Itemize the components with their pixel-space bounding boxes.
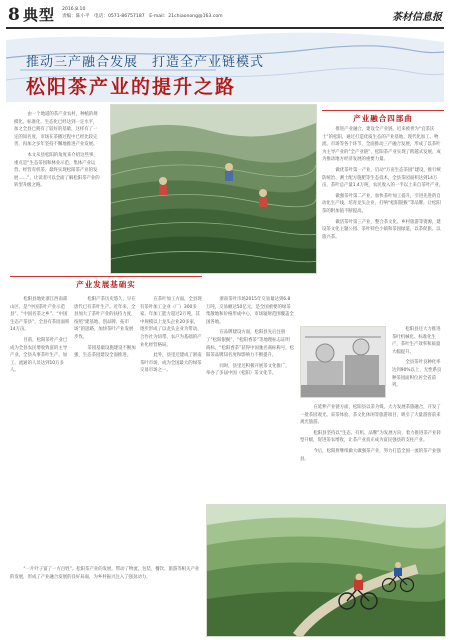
base-paragraph: 目前，松阳茶叶产业已成为全县农民增收致富的主导产业，全县从事茶叶生产、加工、流通的人员达到10万多人。 [10, 337, 68, 374]
base-paragraph: 在延伸产业链方面，松阳县以茶为媒，大力发展茶旅融合，开发了一批茶园观光、采茶体验、茶文化休闲等旅游项目，吸引了大量游客前来观光旅游。 [300, 405, 441, 426]
editor-line: 责编：陈小平 电话：0571-86757187 E-mail：21chiaonong@163.com [62, 13, 223, 19]
beside-photo-paragraph: 松阳县还大力推进茶叶机械化、标准化生产，茶叶生产效率和质量大幅提升。 [392, 327, 441, 355]
base-column-4 [206, 296, 294, 381]
tea-garden-illustration [111, 105, 316, 273]
base-column-3 [140, 296, 202, 378]
base-paragraph: 在品牌建设方面，松阳县先后注册了“松阳银猴”、“松阳香茶”等地理标志证明商标，“松阳香茶”获得中国驰名商标称号，松阳茶品牌知名度和影响力不断提升。 [206, 330, 294, 359]
beside-photo-paragraph: 全县茶叶良种化率达到90%以上，无性系良种茶园面积位居全省前列。 [392, 360, 442, 389]
cycling-tea-garden-photo [206, 504, 446, 637]
right-paragraph: 做强茶叶第二产业，加快茶叶加工提升，引进先进的自动化生产线，培育龙头企业，打响“松阳银猴”等品牌，让松阳茶的附加值不断提高。 [322, 193, 441, 214]
base-paragraph: 在茶叶加工方面，全县现有茶叶加工企业（厂）300多家，年加工能力超过2万吨，其中规模以上龙头企业20多家，逐步形成了以龙头企业为带动、合作社为纽带、农户为基础的产业化经营格局。 [140, 297, 202, 348]
section-header-right-label: 产业融合四部曲 [353, 114, 413, 123]
section-header-base [10, 276, 202, 289]
lead-paragraphs [14, 111, 101, 193]
base-paragraph: 此外，县里还建成了浙南茶叶市场，成为全国最大的绿茶交易市场之一。 [140, 353, 202, 374]
base-column-1 [10, 296, 70, 378]
base-paragraph: 松阳县坚持以“生态、有机、品牌”为发展方向，着力推进茶产业转型升级，促进茶农增收，让茶产业真正成为富民强县的支柱产业。 [300, 430, 441, 444]
base-column-2 [74, 296, 136, 363]
base-paragraph: 松阳产茶历史悠久，早在唐代已有茶叶生产。近年来，全县加大了茶叶产业的扶持力度，按照“建基地、创品牌、拓市场”的思路，加快茶叶产业发展步伐。 [74, 297, 136, 340]
right-paragraph: 做优茶叶第一产业，启动“万亩生态茶园”建设，推行统防统治、测土配方施肥等生态技术，全县茶园面积达到14万亩，茶叶总产量1.4万吨，农民收入的一半以上来自茶叶产业。 [322, 167, 444, 189]
headline-title: 松阳茶产业的提升之路 [26, 76, 237, 98]
paper-name: 茶材信息报 [392, 12, 442, 23]
base-paragraph: “一片叶子富了一方百姓”。松阳茶产业的发展，带动了物流、包装、餐饮、旅游等相关产业的发展，形成了产业融合发展的良好局面，为乡村振兴注入了强劲动力。 [10, 567, 200, 580]
right-paragraph: 做活茶叶第三产业，整合茶文化、乡村旅游等资源，建设茶文化主题公园、茶叶特色小镇和茶园绿道，以茶促旅、以旅兴茶。 [322, 219, 441, 240]
tea-garden-photo [110, 104, 317, 274]
lead-paragraph: 本文从县松阳的角度来介绍这些事，重点是“生态茶园和林业示范、集体产业运营、经营有机茶，最终实现松阳茶产业的发展……”，让读者可以全面了解松阳茶产业的转型升级之路。 [14, 152, 100, 189]
section-label: 典型 [23, 6, 56, 24]
factory-photo [300, 326, 386, 398]
section-header-right [322, 110, 444, 123]
beside-photo-text [392, 326, 442, 393]
right-paragraph: 推进产业融合，建设全产业链。近来被誉为“宜茶沃土”的松阳，通过打造优质生态的产业基地、现代化加工、物流、市场等各个环节，全面推动三产融合发展，形成了以茶叶为主导产业的“全产业链”，松阳茶产业实现了跨越式发展，成为推动地方经济发展的重要力量。 [322, 127, 441, 163]
issue-date: 2016.8.10 [62, 7, 86, 12]
masthead [6, 5, 444, 29]
base-paragraph: 同时，县里还积极开展茶文化推广，举办了多届中国（松阳）茶文化节。 [206, 363, 290, 377]
page-number: 8 [8, 5, 20, 25]
base-paragraph: 松阳县地处浙江西南部山区，是“中国茶叶产业示范县”、“中国名茶之乡”、“中国生态产茶县”，全县有茶园面积14万亩。 [10, 297, 70, 333]
base-column-5 [300, 404, 444, 466]
lead-paragraph: 由一个地道的茶产业农村，种植的规模化、标准化、生态化已经达到一定水平，加之全县已拥有了较好的基础，这样有了一定的知名度，市场在茶播过程中已经比较完善，再加之多年坚持不懈地推进产业发展。 [14, 112, 98, 148]
base-column-6 [10, 566, 202, 584]
headline-subtitle: 推动三产融合发展 打造全产业链模式 [26, 55, 265, 70]
base-paragraph: 今后，松阳将继续做大做强茶产业，努力打造全国一流的茶产业强县。 [300, 448, 441, 462]
cycling-illustration [207, 505, 445, 636]
section-header-base-label: 产业发展基础实 [76, 280, 136, 289]
base-paragraph: 茶园基础设施建设不断加强，生态茶园建设全面推进。 [74, 345, 136, 359]
headline-area [6, 32, 444, 102]
base-paragraph: 浙南茶叶市场2015年交易量达到6.8万吨，交易额达50亿元，是全国重要的绿茶集散地和价格形成中心，市场辐射范围覆盖全国各地。 [206, 297, 294, 325]
right-column [322, 126, 444, 244]
factory-illustration [301, 327, 385, 397]
masthead-info [62, 7, 223, 20]
